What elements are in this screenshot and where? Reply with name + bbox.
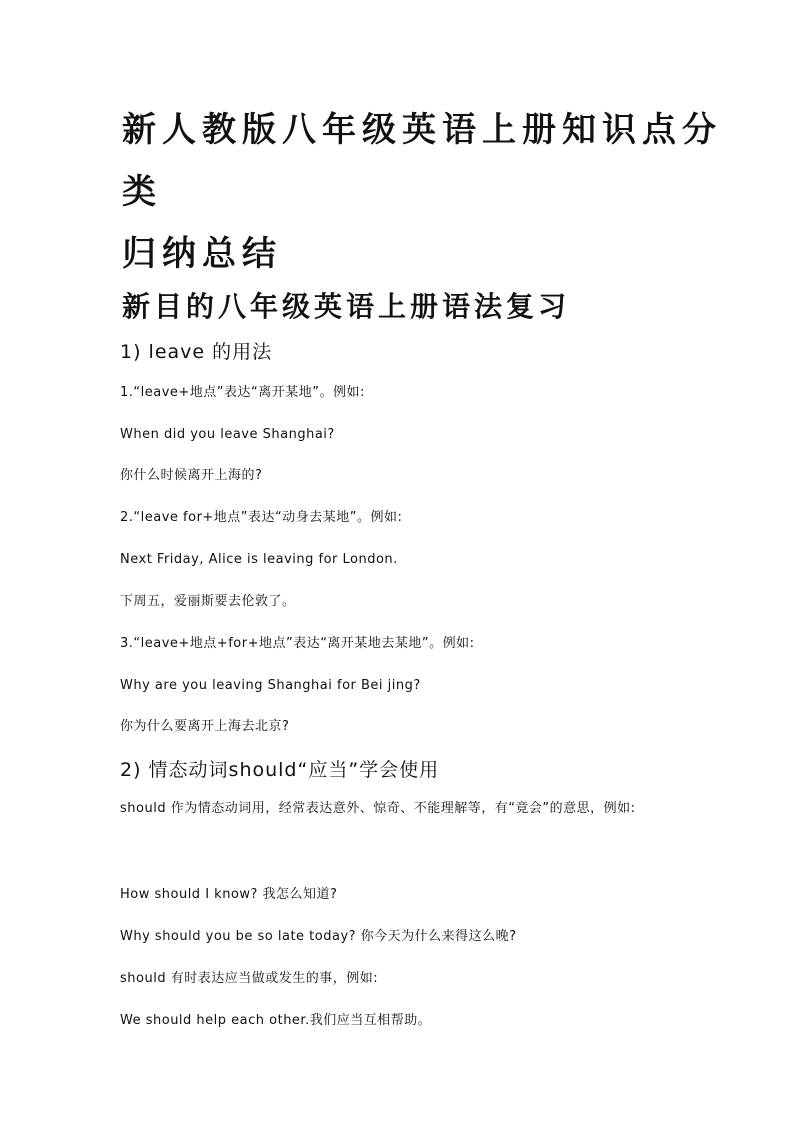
section-1-line: Why are you leaving Shanghai for Bei jing? — [120, 678, 421, 693]
document-title-line-3: 归纳总结 — [122, 234, 282, 274]
section-2-line: should 有时表达应当做或发生的事，例如: — [120, 971, 379, 986]
document-title-line-2: 类 — [122, 172, 162, 212]
section-1-line: 下周五，爱丽斯要去伦敦了。 — [120, 594, 296, 609]
section-1-line: When did you leave Shanghai? — [120, 427, 335, 442]
section-1-line: Next Friday, Alice is leaving for London. — [120, 552, 398, 567]
section-2-heading: 2) 情态动词should“应当”学会使用 — [120, 759, 440, 781]
section-2-line: Why should you be so late today? 你今天为什么来得这么晚? — [120, 929, 517, 944]
document-subtitle: 新目的八年级英语上册语法复习 — [122, 290, 571, 323]
section-2-paragraph: should 作为情态动词用，经常表达意外、惊奇、不能理解等，有“竟会”的意思，例如: — [120, 801, 636, 816]
section-1-line: 1.“leave+地点”表达“离开某地”。例如: — [120, 385, 365, 400]
section-1-line: 你什么时候离开上海的? — [120, 468, 263, 483]
section-1-line: 你为什么要离开上海去北京? — [120, 719, 290, 734]
section-1-line: 2.“leave for+地点”表达“动身去某地”。例如: — [120, 510, 403, 525]
section-1-heading: 1) leave 的用法 — [120, 341, 273, 363]
section-1-line: 3.“leave+地点+for+地点”表达“离开某地去某地”。例如: — [120, 636, 475, 651]
section-2-line: How should I know? 我怎么知道? — [120, 887, 338, 902]
section-2-line: We should help each other.我们应当互相帮助。 — [120, 1013, 432, 1028]
document-title-line-1: 新人教版八年级英语上册知识点分 — [122, 110, 722, 150]
